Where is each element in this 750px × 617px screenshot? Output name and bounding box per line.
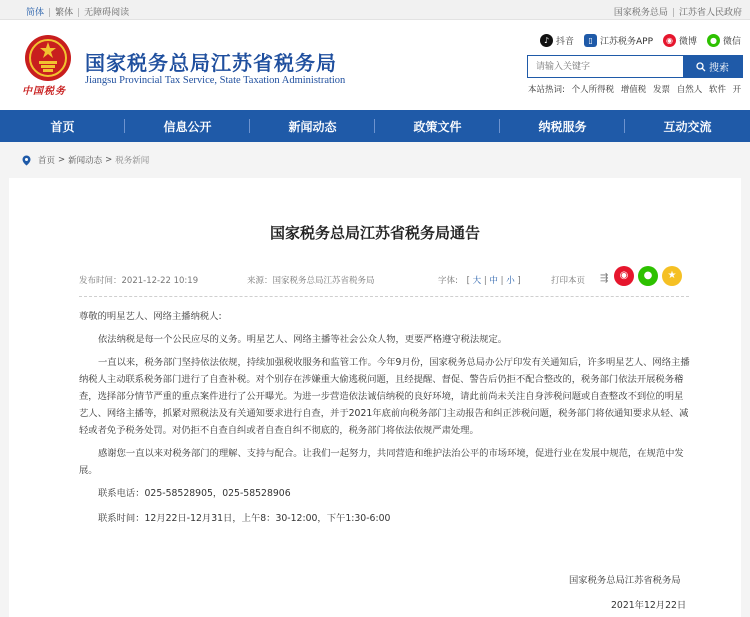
contact-phone: 联系电话：025-58528905，025-58528906 [98, 488, 291, 499]
signature-date: 2021年12月22日 [611, 600, 687, 611]
nav-news[interactable]: 新闻动态 [250, 110, 375, 142]
nav-policy[interactable]: 政策文件 [375, 110, 500, 142]
simplified-chinese-link[interactable]: 简体 [26, 8, 45, 18]
hot-word[interactable]: 自然人 [676, 85, 703, 95]
hot-word[interactable]: 个人所得税 [571, 85, 615, 95]
hot-word[interactable]: 开 [732, 85, 742, 95]
site-title[interactable]: 国家税务总局江苏省税务局 [85, 51, 337, 75]
search-button[interactable] [683, 56, 742, 77]
wechat-share-icon[interactable]: ● [638, 266, 658, 286]
paragraph: 一直以来，税务部门坚持依法依规，持续加强税收服务和监管工作。今年9月份，国家税务总局办公厅印发有关通知后，许多明星艺人、网络主播纳税人主动联系税务部门进行了自查补税。对个别存在涉嫌重大偷逃税问题，且经提醒、督促、警告后仍拒不配合整改的，税务部门依法开展税务稽查，选择部分情节严重的重点案件进行了公开曝光。为进一步营造依法诚信纳税的良好环境，请此前尚未关注自身涉税问题或自查整改不到位的明星艺人、网络主播等，抓紧对照税法及有关通知要求进行自查，并于2021年底前向税务部门主动报告和纠正涉税问题，税务部门将依通知要求从轻、减轻或者免予税务处罚。对仍拒不自查自纠或者自查自纠不彻底的，税务部门将依法依规严肃处理。 [79, 357, 690, 436]
main-nav [0, 110, 750, 142]
nav-info-disclosure[interactable]: 信息公开 [125, 110, 250, 142]
paragraph: 依法纳税是每一个公民应尽的义务。明星艺人、网络主播等社会公众人物，更要严格遵守税法规定。 [98, 334, 508, 345]
breadcrumb-current: 税务新闻 [115, 156, 150, 166]
font-size-controls: 字体: [ 大 | 中 | 小 ] [438, 276, 521, 286]
search-box [527, 55, 743, 78]
hot-word[interactable]: 软件 [708, 85, 726, 95]
wechat-label: 微信 [723, 36, 742, 47]
article-panel [9, 178, 741, 617]
share-buttons [614, 266, 682, 286]
weibo-label: 微博 [679, 36, 698, 47]
weibo-share-icon[interactable]: ◉ [614, 266, 634, 286]
location-pin-icon [22, 155, 31, 166]
hot-word[interactable]: 增值税 [620, 85, 647, 95]
wechat-link[interactable] [707, 34, 741, 47]
publish-time: 发布时间：2021-12-22 10:19 [79, 276, 199, 286]
favorite-star-icon[interactable]: ★ [662, 266, 682, 286]
paragraph: 感谢您一直以来对税务部门的理解、支持与配合。让我们一起努力，共同营造和维护法治公平的市场环境，促进行业在发展中规范，在规范中发展。 [79, 448, 684, 476]
divider: | [77, 8, 81, 18]
font-medium-button[interactable]: 中 [489, 276, 498, 286]
font-size-label: 字体: [438, 276, 458, 286]
font-large-button[interactable]: 大 [472, 276, 482, 286]
divider [79, 296, 689, 297]
print-button[interactable]: 打印本页 [551, 276, 586, 286]
nav-tax-service[interactable]: 纳税服务 [500, 110, 625, 142]
weibo-icon: ◉ [663, 34, 676, 47]
breadcrumb-separator: > [105, 155, 113, 165]
article-source: 来源：国家税务总局江苏省税务局 [247, 276, 375, 286]
hot-word[interactable]: 发票 [653, 85, 671, 95]
greeting: 尊敬的明星艺人、网络主播纳税人: [79, 311, 222, 322]
top-utility-bar [0, 0, 750, 20]
app-link[interactable] [584, 34, 653, 47]
article-title: 国家税务总局江苏省税务局通告 [269, 224, 480, 242]
external-links [614, 5, 742, 18]
jiangsu-gov-link[interactable]: 江苏省人民政府 [678, 8, 742, 18]
article-body [79, 308, 691, 535]
contact-hours: 联系时间：12月22日-12月31日，上午8：30-12:00，下午1:30-6:00 [98, 513, 391, 524]
hot-words [528, 83, 741, 95]
share-icon[interactable]: ⇶ [600, 273, 609, 284]
site-title-english: Jiangsu Provincial Tax Service, State Taxation Administration [85, 75, 346, 86]
search-input[interactable] [528, 56, 684, 77]
social-links [540, 31, 741, 49]
font-small-button[interactable]: 小 [506, 276, 515, 286]
accessibility-link[interactable]: 无障碍阅读 [84, 8, 130, 18]
divider: | [48, 8, 52, 18]
language-switcher [26, 5, 129, 18]
emblem-caption: 中国税务 [22, 86, 66, 97]
nav-interaction[interactable]: 互动交流 [663, 119, 712, 134]
douyin-label: 抖音 [556, 36, 575, 47]
app-label: 江苏税务APP [600, 36, 654, 47]
douyin-icon: ♪ [540, 34, 553, 47]
search-icon [696, 62, 706, 72]
weibo-link[interactable] [663, 34, 697, 47]
phone-app-icon: ▯ [584, 34, 597, 47]
breadcrumb-home[interactable]: 首页 [38, 156, 56, 166]
wechat-icon: ● [707, 34, 720, 47]
hot-words-label: 本站热词: [528, 85, 565, 95]
breadcrumb [22, 154, 149, 166]
sat-link[interactable]: 国家税务总局 [613, 8, 668, 18]
breadcrumb-separator: > [58, 155, 66, 165]
signature: 国家税务总局江苏省税务局 [569, 575, 681, 586]
breadcrumb-news[interactable]: 新闻动态 [68, 156, 103, 166]
site-header [0, 20, 750, 110]
search-button-label: 搜索 [709, 63, 729, 74]
douyin-link[interactable] [540, 34, 574, 47]
nav-home[interactable]: 首页 [0, 110, 125, 142]
divider: | [671, 8, 675, 18]
traditional-chinese-link[interactable]: 繁体 [55, 8, 74, 18]
tax-emblem-icon [24, 34, 72, 82]
